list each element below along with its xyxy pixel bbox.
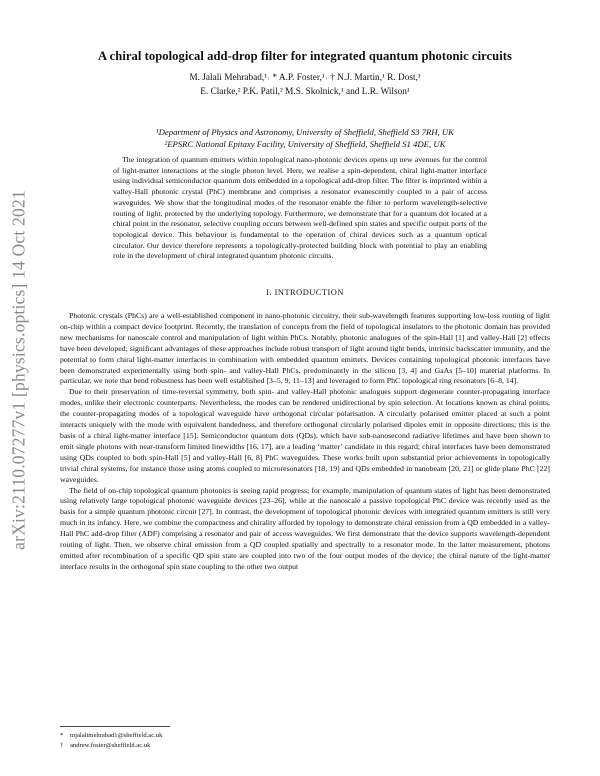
abstract-text: The integration of quantum emitters within topological nano-photonic devices opens up new avenues for the control of light-matter interactions at the single photon level. Here, we realise a spin-dependent, chiral light-matter interface using individual semiconductor quantum dots embedded in a topological add-drop filter. The filter is imprinted within a valley-Hall photonic crystal (PhC) membrane and comprises a resonator evanescently coupled to a pair of access waveguides. We show that the longitudinal modes of the resonator enable the filter to perform wavelength-selective routing of light, protected by the underlying topology. Furthermore, we demonstrate that for a quantum dot located at a chiral point in the resonator, selective coupling occurs between well-defined spin states and specific output ports of the topological device. This behaviour is fundamental to the operation of chiral devices such as a quantum optical circulator. Our device therefore represents a topologically-protected building block with potential to play an enabling role in the development of chiral integrated quantum photonic circuits. [113, 155, 487, 261]
paragraph: Due to their preservation of time-reversal symmetry, both spin- and valley-Hall photonic analogues support degenerate counter-propagating interface modes, unlike their electronic counterparts. Nevertheless, the modes can be rendered unidirectional by spin selection. At locations known as chiral points, the counter-propagating modes of a topological waveguide have orthogonal circular polarisation. A circularly polarised emitter placed at such a point interacts uniquely with the mode with equivalent handedness, and therefore orthogonal circularly polarised dipoles emit in opposite directions; this is the basis of a chiral light-matter interface [15]. Semiconductor quantum dots (QDs), which have sub-nanosecond radiative lifetimes and have been shown to emit single photons with near-transform limited linewidths [16, 17], are a leading ‘matter’ candidate in this regard; chiral interfaces have been demonstrated using QDs coupled to both spin-Hall [5] and valley-Hall [6, 8] PhC waveguides. These works built upon substantial prior achievements in topologically trivial chiral systems, for instance those using atoms coupled to microresonators [18, 19] and QDs embedded in nanobeam [20, 21] or glide plane PhC [22] waveguides. [60, 387, 550, 484]
footnote-mark: * [60, 732, 64, 739]
footnote-rule [60, 726, 170, 727]
paper-title: A chiral topological add-drop filter for integrated quantum photonic circuits [98, 49, 512, 63]
footnote-email[interactable]: andrew.foster@sheffield.ac.uk [70, 742, 151, 749]
body-text [60, 311, 550, 573]
author-line: E. Clarke,² P.K. Patil,² M.S. Skolnick,¹ and L.R. Wilson¹ [200, 86, 410, 97]
footnote-mark: † [60, 742, 64, 749]
author-line: M. Jalali Mehrabad,¹˒ * A.P. Foster,¹˒ † N.J. Martin,¹ R. Dost,¹ [189, 73, 421, 83]
section-heading: I. INTRODUCTION [266, 288, 344, 297]
paragraph: Photonic crystals (PhCs) are a well-established component in nano-photonic circuitry, their sub-wavelength features supporting low-loss routing of light on-chip within a compact device footprint. Recently, the translation of concepts from the field of topological insulators to the photonic domain has provided new mechanisms for nanoscale control and manipulation of light within PhCs. Notably, photonic analogues of the spin-Hall [1] and valley-Hall [2] effects have been developed; significant advantages of these approaches include robust transport of light around tight bends, intrinsic backscatter immunity, and the potential to form chiral light-matter interfaces in combination with embedded quantum emitters. Devices containing topological photonic interfaces have been demonstrated experimentally using both spin- and valley-Hall PhCs, predominantly in the silicon [3, 4] and GaAs [5–10] material platforms. In particular, we note that bend robustness has been well established [3–5, 9, 11–13] and leveraged to form PhC topological ring resonators [6–8, 14]. [60, 311, 550, 386]
footnote-email[interactable]: mjalalimehrabad1@sheffield.ac.uk [70, 732, 163, 739]
arxiv-stamp [4, 140, 34, 600]
footnote [60, 731, 360, 741]
paragraph: The field of on-chip topological quantum photonics is seeing rapid progress; for example, manipulation of quantum states of light has been demonstrated using relatively large topological photonic waveguide devices [23–26], while at the nanoscale a passive topological PhC device was recently used as the basis for a simple quantum photonic circuit [27]. In contrast, the development of topological photonic devices with integrated quantum emitters is still very much in its infancy. Here, we combine the compactness and chirality afforded by topology to demonstrate chiral emission from a QD embedded in a valley-Hall PhC add-drop filter (ADF) comprising a resonator and pair of access waveguides. We first demonstrate that the device supports wavelength-dependent routing of light. Then, we observe chiral emission from a QD coupled spatially and spectrally to a resonator mode. In the latter measurement, photons emitted after recombination of a specific QD spin state are coupled into two of the four output modes of the device; the chiral nature of the light-matter interface results in the orthogonal spin state coupling to the other two output [60, 485, 550, 571]
affiliation: ¹Department of Physics and Astronomy, University of Sheffield, Sheffield S3 7RH, UK [156, 127, 454, 137]
footnote [60, 741, 360, 751]
author-list [60, 72, 550, 99]
footnotes [60, 731, 360, 751]
arxiv-stamp-text: arXiv:2110.07277v1 [physics.optics] 14 Oct 2021 [8, 190, 29, 550]
affiliations [60, 127, 550, 150]
affiliation: ²EPSRC National Epitaxy Facility, University of Sheffield, Sheffield S1 4DE, UK [164, 138, 446, 149]
abstract [113, 155, 487, 262]
